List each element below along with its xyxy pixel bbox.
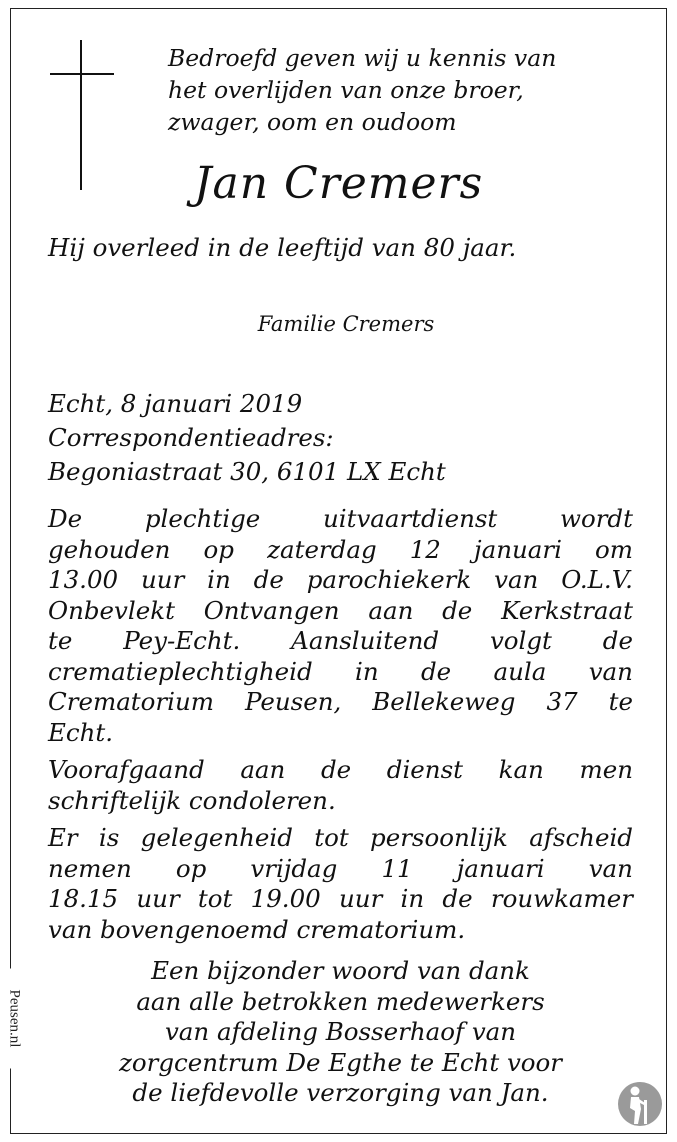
service-line [48,535,633,566]
word: de [602,626,633,655]
word: aan [368,595,414,625]
word: 37 [546,687,578,716]
service-line: Echt. [48,717,114,747]
condolence-line: schriftelijk condoleren. [48,785,336,815]
word: afscheid [529,823,633,852]
word: Pey-Echt. [123,626,241,655]
word: nemen [48,853,132,883]
service-line [48,504,633,535]
thanks-line: zorgcentrum De Egthe te Echt voor [118,1047,563,1077]
intro-line: Bedroefd geven wij u kennis van [168,44,557,72]
farewell-line [48,823,633,854]
word: 12 [409,534,441,564]
word: in [400,884,425,913]
word: uur [339,884,383,913]
thanks-line: de liefdevolle verzorging van Jan. [132,1078,549,1107]
publisher-label: Peusen.nl [6,969,23,1069]
place-date: Echt, 8 januari 2019 [48,389,303,418]
word: Voorafgaand [48,755,205,784]
word: de [442,595,473,625]
word: uur [136,884,180,913]
word: rouwkamer [490,884,633,913]
word: zaterdag [267,534,377,564]
age-line: Hij overleed in de leeftijd van 80 jaar. [48,233,517,262]
word: dienst [386,755,463,784]
condolence-line [48,755,633,786]
word: wordt [560,504,633,533]
thanks-paragraph [48,956,633,1109]
word: gehouden [48,534,171,564]
word: op [203,534,234,564]
thanks-line: van afdeling Bosserhaof van [164,1017,517,1046]
word: gelegenheid [140,823,293,852]
word: aula [493,656,547,686]
address-street: Begoniastraat 30, 6101 LX Echt [48,457,446,486]
farewell-line [48,884,633,915]
thanks-line: aan alle betrokken medewerkers [136,986,545,1016]
word: men [579,755,633,784]
farewell-paragraph [48,823,633,945]
word: van [588,853,633,883]
word: Kerkstraat [501,595,633,625]
word: januari [474,534,562,564]
service-line [48,596,633,627]
word: Er [48,823,78,852]
word: 19.00 [250,884,321,913]
word: vrijdag [250,853,338,883]
condolence-paragraph [48,755,633,816]
word: om [595,534,633,564]
word: van [494,565,539,594]
word: parochiekerk [306,565,472,594]
service-line [48,565,633,596]
word: persoonlijk [370,823,508,852]
farewell-line: van bovengenoemd crematorium. [48,914,466,944]
word: Crematorium [48,687,214,716]
word: Bellekeweg [372,687,516,716]
service-line [48,657,633,688]
service-paragraph [48,504,633,748]
word: van [588,656,633,686]
word: Ontvangen [203,595,340,625]
word: 11 [381,853,413,883]
word: te [48,626,73,655]
word: De [48,504,83,533]
word: de [442,884,473,913]
word: in [355,656,379,686]
word: uitvaartdienst [322,504,498,533]
word: Onbevlekt [48,595,175,625]
intro-line: het overlijden van onze broer, [168,76,524,104]
word: 13.00 [48,565,119,594]
word: crematieplechtigheid [48,656,313,686]
family-signature: Familie Cremers [257,312,435,336]
word: te [608,687,633,716]
service-line [48,687,633,718]
word: tot [314,823,349,852]
word: volgt [489,626,552,655]
word: de [253,565,284,594]
word: 18.15 [48,884,119,913]
thanks-line: Een bijzonder woord van dank [151,956,530,985]
word: tot [197,884,233,913]
word: op [175,853,207,883]
correspondence-address [48,387,446,489]
word: plechtige [144,504,261,533]
word: uur [141,565,185,594]
intro-text [168,42,638,138]
word: is [98,823,120,852]
address-label: Correspondentieadres: [48,423,334,452]
word: aan [240,755,286,784]
word: kan [498,755,544,784]
intro-line: zwager, oom en oudoom [168,108,457,136]
word: Peusen, [244,687,342,716]
word: de [320,755,352,784]
figure-logo-icon [617,1078,663,1128]
deceased-name: Jan Cremers [193,158,484,209]
word: de [420,656,452,686]
word: O.L.V. [561,565,633,594]
service-line [48,626,633,657]
word: in [207,565,231,594]
word: januari [456,853,545,883]
farewell-line [48,854,633,885]
word: Aansluitend [291,626,440,655]
